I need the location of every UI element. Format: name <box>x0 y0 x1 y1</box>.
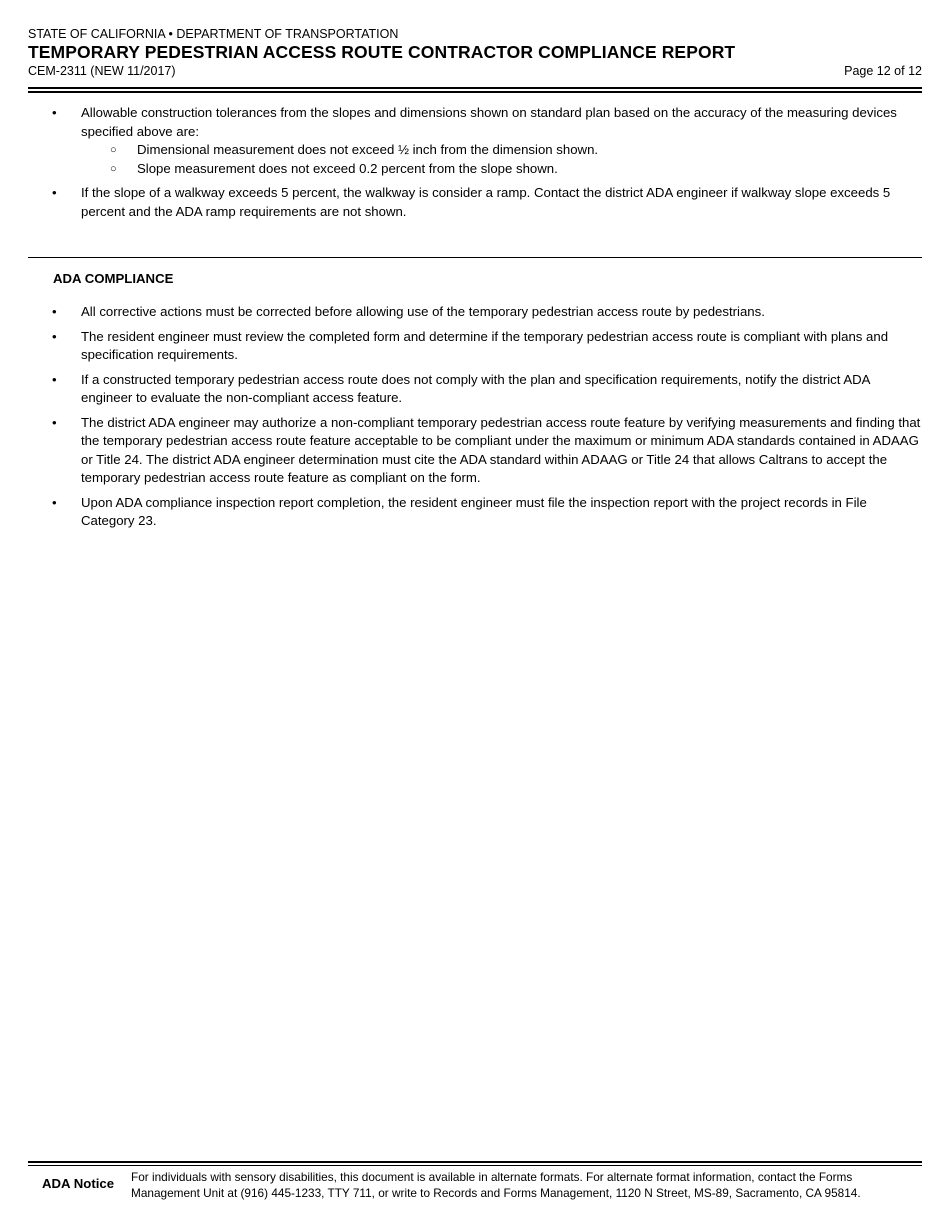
form-number: CEM-2311 (NEW 11/2017) <box>28 64 176 78</box>
header-rule-bottom <box>28 91 922 93</box>
section-divider <box>28 257 922 258</box>
list-item: • If a constructed temporary pedestrian access route does not comply with the plan and specification requirements, notify the district ADA engineer to evaluate the non-compliant access feature. <box>28 371 922 408</box>
ada-notice-label: ADA Notice <box>42 1176 115 1191</box>
section-title: ADA COMPLIANCE <box>53 271 174 286</box>
sub-list-item: ○ Slope measurement does not exceed 0.2 percent from the slope shown. <box>81 160 922 179</box>
list-item: • Upon ADA compliance inspection report completion, the resident engineer must file the inspection report with the project records in File Category 23. <box>28 494 922 531</box>
page-number: Page 12 of 12 <box>844 64 922 78</box>
list-item <box>28 104 922 178</box>
footer-rule-bottom <box>28 1165 922 1166</box>
ada-notice-text: For individuals with sensory disabilities, this document is available in alternate formats. For alternate format information, contact the Forms Management Unit at (916) 445-1233, TTY 711, or write to Records and Forms Management, 1120 N Street, MS-89, Sacramento, CA 95814. <box>131 1170 861 1200</box>
list-item: • If the slope of a walkway exceeds 5 percent, the walkway is consider a ramp. Contact the district ADA engineer if walkway slope exceeds 5 percent and the ADA ramp requirements are not shown. <box>28 184 922 221</box>
form-title: TEMPORARY PEDESTRIAN ACCESS ROUTE CONTRACTOR COMPLIANCE REPORT <box>28 42 736 62</box>
sub-list-item: ○ Dimensional measurement does not exceed ½ inch from the dimension shown. <box>81 141 922 160</box>
tolerance-sub-list <box>81 141 922 178</box>
list-item: • All corrective actions must be corrected before allowing use of the temporary pedestrian access route by pedestrians. <box>28 303 922 322</box>
list-item: • The resident engineer must review the completed form and determine if the temporary pedestrian access route is compliant with plans and specification requirements. <box>28 328 922 365</box>
tolerance-list <box>28 104 922 227</box>
list-item: • The district ADA engineer may authorize a non-compliant temporary pedestrian access route feature by verifying measurements and finding that the temporary pedestrian access route feature acceptable to be compliant under the maximum or minimum ADA standards contained in ADAAG or Title 24. The district ADA engineer determination must cite the ADA standard within ADAAG or Title 24 that allows Caltrans to accept the temporary pedestrian access route feature as compliant on the form. <box>28 414 922 488</box>
form-header <box>28 27 922 79</box>
header-rule-top <box>28 87 922 89</box>
ada-compliance-list <box>28 303 922 537</box>
footer-rule-top <box>28 1161 922 1163</box>
agency-name: STATE OF CALIFORNIA • DEPARTMENT OF TRANSPORTATION <box>28 27 399 41</box>
tolerance-text: Allowable construction tolerances from the slopes and dimensions shown on standard plan based on the accuracy of the measuring devices specified above are: <box>81 105 897 139</box>
